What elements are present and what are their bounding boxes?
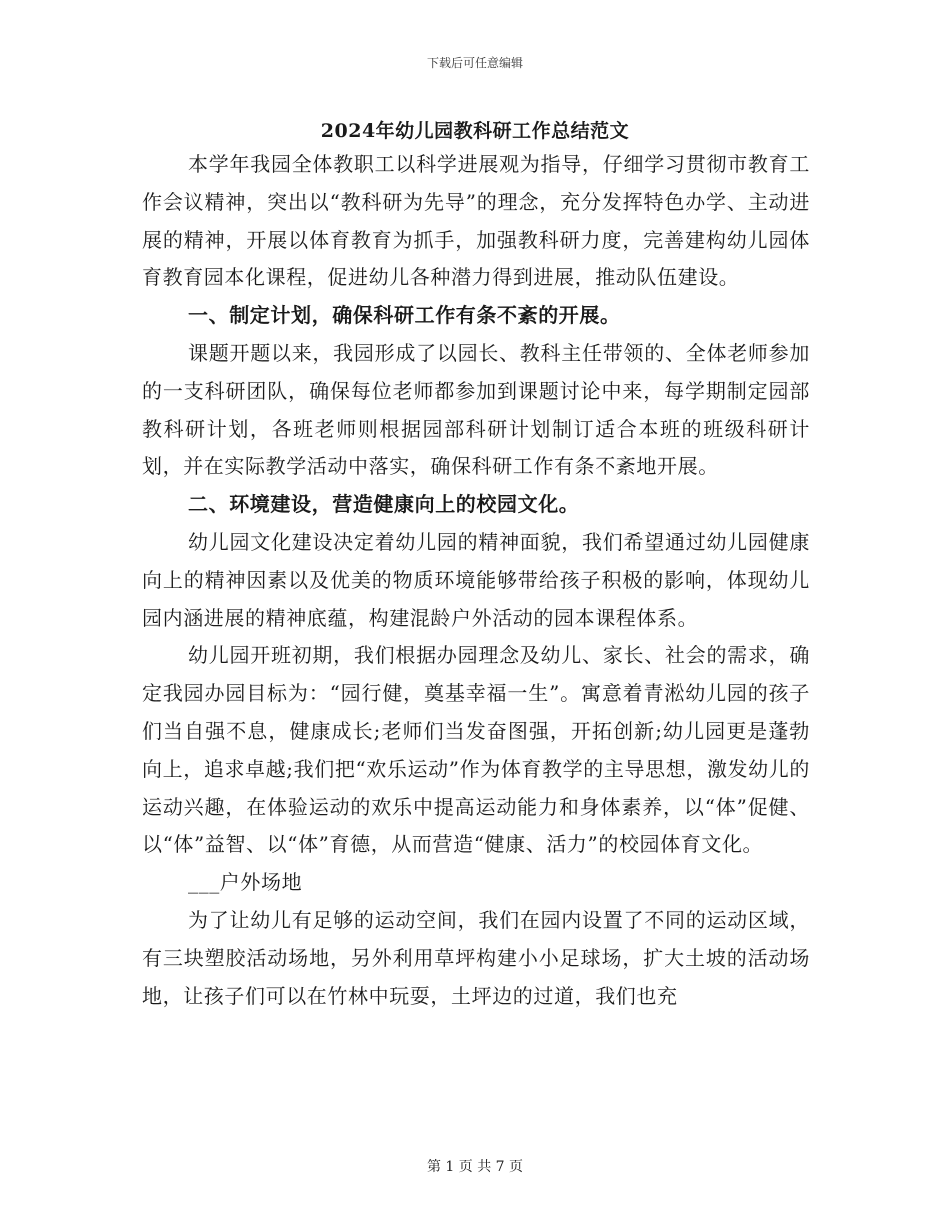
section-2-paragraph-2: 幼儿园开班初期，我们根据办园理念及幼儿、家长、社会的需求，确定我园办园目标为：“园行健，奠基幸福一生”。寓意着青淞幼儿园的孩子们当自强不息，健康成长;老师们当发奋图强，开拓创新;幼儿园更是蓬勃向上，追求卓越;我们把“欢乐运动”作为体育教学的主导思想，激发幼儿的运动兴趣，在体验运动的欢乐中提高运动能力和身体素养，以“体”促健、以“体”益智、以“体”育德，从而营造“健康、活力”的校园体育文化。 (142, 643, 810, 857)
outdoor-site-paragraph: 为了让幼儿有足够的运动空间，我们在园内设置了不同的运动区域，有三块塑胶活动场地，另外利用草坪构建小小足球场，扩大土坡的活动场地，让孩子们可以在竹林中玩耍，土坪边的过道，我们也充 (142, 907, 810, 1008)
section-heading-1: 一、制定计划，确保科研工作有条不紊的开展。 (188, 303, 621, 328)
subheading-outdoor-site: ___户外场地 (188, 870, 303, 895)
intro-paragraph: 本学年我园全体教职工以科学进展观为指导，仔细学习贯彻市教育工作会议精神，突出以“教科研为先导”的理念，充分发挥特色办学、主动进展的精神，开展以体育教育为抓手，加强教科研力度，完善建构幼儿园体育教育园本化课程，促进幼儿各种潜力得到进展，推动队伍建设。 (142, 152, 810, 290)
document-title: 2024年幼儿园教科研工作总结范文 (320, 120, 630, 142)
section-1-paragraph: 课题开题以来，我园形成了以园长、教科主任带领的、全体老师参加的一支科研团队，确保每位老师都参加到课题讨论中来，每学期制定园部教科研计划，各班老师则根据园部科研计划制订适合本班的班级科研计划，并在实际教学活动中落实，确保科研工作有条不紊地开展。 (142, 340, 810, 479)
section-heading-2: 二、环境建设，营造健康向上的校园文化。 (188, 492, 580, 517)
download-note: 下载后可任意编辑 (426, 56, 523, 70)
page-number: 第 1 页 共 7 页 (426, 1159, 524, 1175)
section-2-paragraph-1: 幼儿园文化建设决定着幼儿园的精神面貌，我们希望通过幼儿园健康向上的精神因素以及优美的物质环境能够带给孩子积极的影响，体现幼儿园内涵进展的精神底蕴，构建混龄户外活动的园本课程体系。 (142, 529, 810, 630)
document-body (142, 146, 810, 1015)
